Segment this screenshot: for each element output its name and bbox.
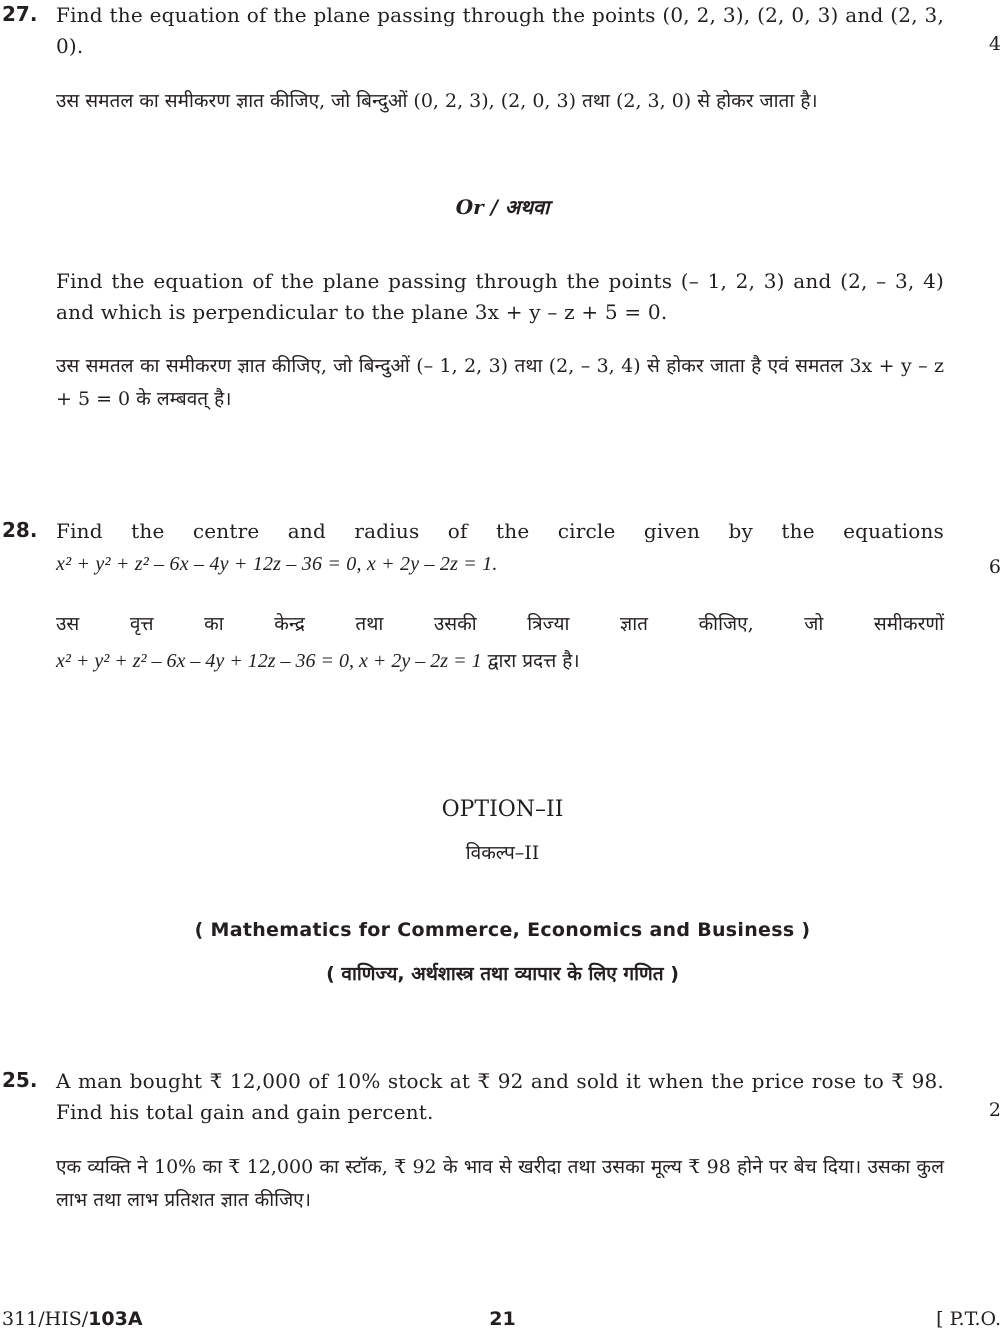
question-25-marks: 2: [988, 1099, 1001, 1121]
question-28-equation-english: x² + y² + z² – 6x – 4y + 12z – 36 = 0, x + 2y – 2z = 1.: [56, 553, 498, 575]
page-number: 21: [489, 1308, 516, 1330]
question-28-text-hindi-line2: [56, 645, 944, 678]
option-title-hindi: विकल्प–II: [465, 842, 540, 864]
subject-heading-hindi: ( वाणिज्य, अर्थशास्त्र तथा व्यापार के लिए गणित ): [326, 963, 679, 985]
question-28-text-hindi-line1: उस वृत्त का केन्द्र तथा उसकी त्रिज्या ज्ञात कीजिए, जो समीकरणों: [56, 613, 944, 635]
question-28-number: 28.: [2, 518, 38, 542]
question-27-alt-text-hindi: उस समतल का समीकरण ज्ञात कीजिए, जो बिन्दुओं (– 1, 2, 3) तथा (2, – 3, 4) से होकर जाता है एवं समतल 3x + y – z + 5 = 0 के लम्बवत् है।: [56, 355, 944, 410]
question-25-text-hindi: एक व्यक्ति ने 10% का ₹ 12,000 का स्टॉक, ₹ 92 के भाव से खरीदा तथा उसका मूल्य ₹ 98 होने पर बेच दिया। उसका कुल लाभ तथा लाभ प्रतिशत ज्ञात कीजिए।: [56, 1156, 944, 1211]
question-27-text-english: Find the equation of the plane passing through the points (0, 2, 3), (2, 0, 3) and (2, 3, 0).: [56, 3, 944, 58]
question-28-text-english-line1: Find the centre and radius of the circle given by the equations: [56, 519, 944, 543]
question-27-alt-text-english: Find the equation of the plane passing through the points (– 1, 2, 3) and (2, – 3, 4) and which is perpendicular to the plane 3x + y – z + 5 = 0.: [56, 269, 944, 324]
subject-heading: ( Mathematics for Commerce, Economics and Business ): [194, 919, 811, 941]
question-28-marks: 6: [988, 556, 1001, 578]
question-25-number: 25.: [2, 1068, 38, 1092]
question-27-number: 27.: [2, 2, 38, 26]
paper-code-bold: 103A: [88, 1308, 143, 1330]
question-28-equation-hindi: x² + y² + z² – 6x – 4y + 12z – 36 = 0, x + 2y – 2z = 1: [56, 650, 482, 672]
pto-label: [ P.T.O.: [936, 1308, 1001, 1330]
option-title: OPTION–II: [441, 797, 564, 822]
question-28-hindi-tail: द्वारा प्रदत्त है।: [481, 650, 580, 672]
question-27-marks: 4: [988, 33, 1001, 55]
question-25-text-english: A man bought ₹ 12,000 of 10% stock at ₹ 92 and sold it when the price rose to ₹ 98. Find his total gain and gain percent.: [56, 1069, 944, 1124]
question-27-text-hindi: उस समतल का समीकरण ज्ञात कीजिए, जो बिन्दुओं (0, 2, 3), (2, 0, 3) तथा (2, 3, 0) से होकर जाता है।: [56, 90, 818, 112]
or-separator: Or / अथवा: [455, 195, 550, 219]
paper-code-prefix: 311/HIS/: [2, 1308, 89, 1330]
